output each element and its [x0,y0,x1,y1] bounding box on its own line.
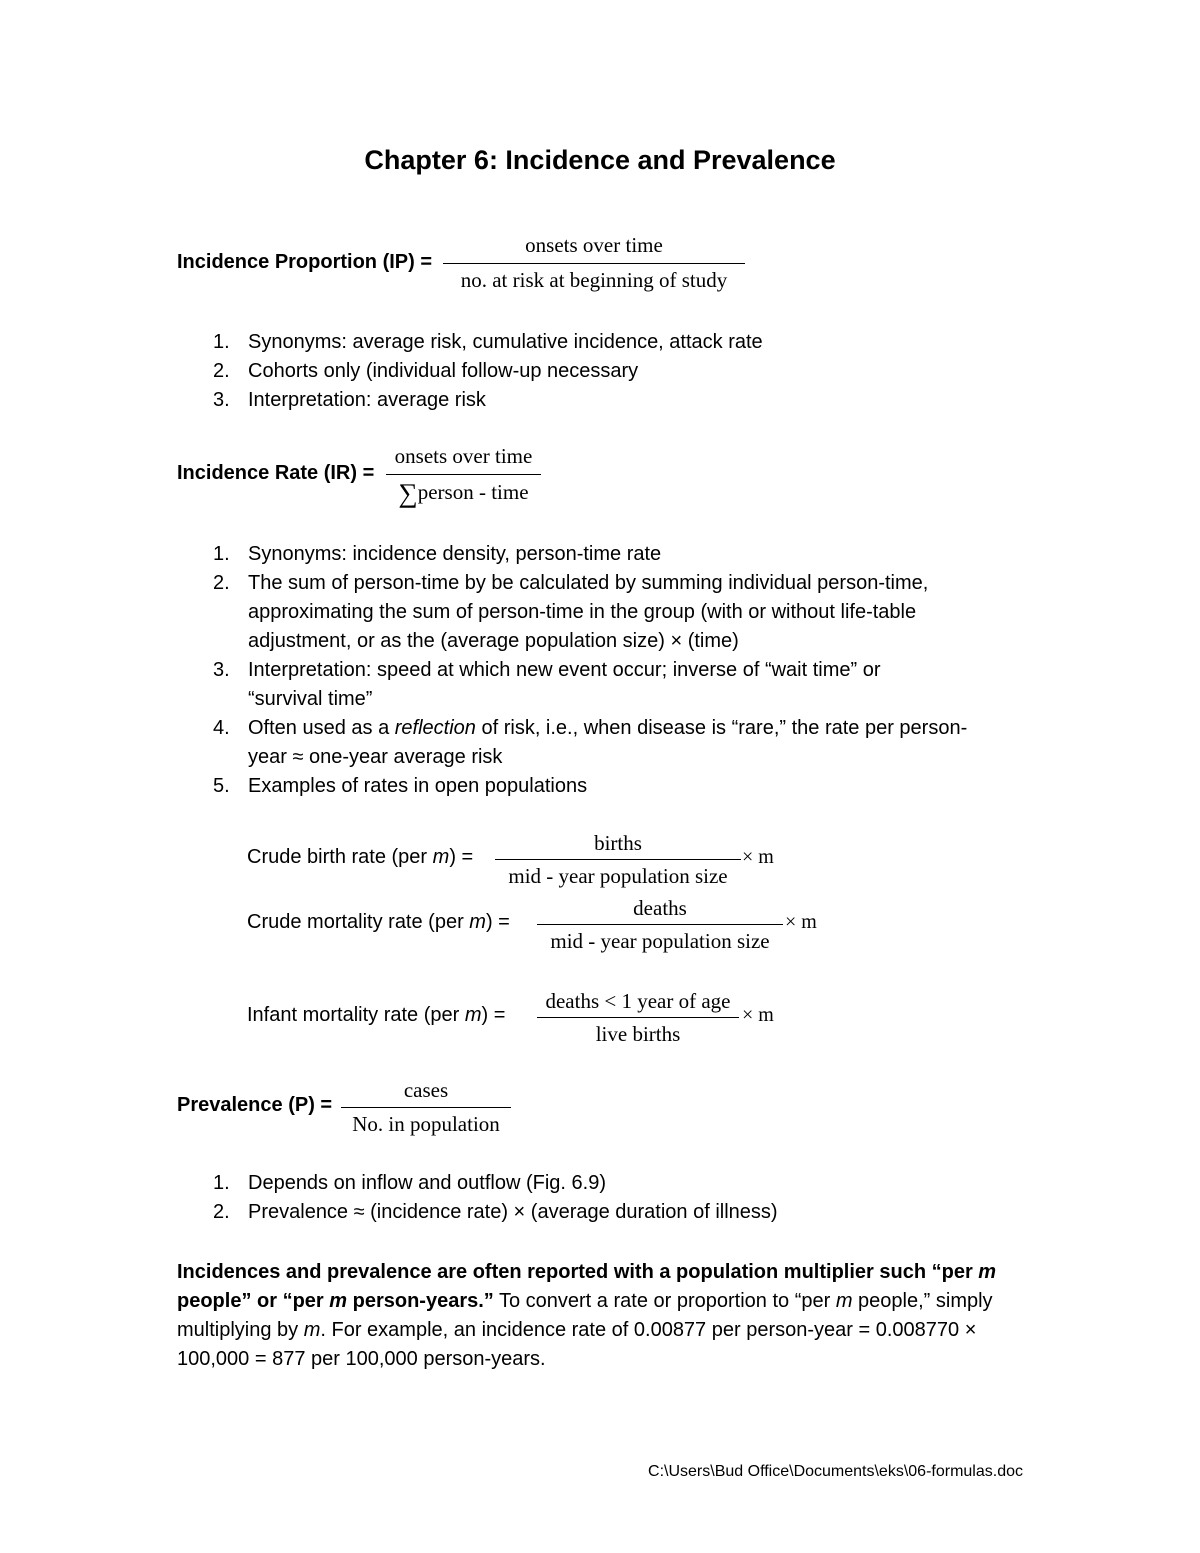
prev-fraction [341,1078,511,1144]
page-title: Chapter 6: Incidence and Prevalence [364,145,836,175]
infant-mortality-denominator: live births [595,1022,681,1046]
prev-denominator: No. in population [352,1112,500,1136]
ir-denominator: ∑person - time [398,478,529,508]
infant-mortality-fraction [537,989,739,1053]
ir-list [177,540,1057,801]
crude-mortality-numerator: deaths [633,896,687,920]
list-item: 3. Interpretation: average risk [213,389,486,411]
fraction-bar [495,859,741,860]
crude-birth-numerator: births [594,831,642,855]
fraction-bar [537,1017,739,1018]
ir-numerator: onsets over time [394,444,533,468]
infant-mortality-numerator: deaths < 1 year of age [545,989,731,1013]
ip-list [177,328,763,415]
ip-denominator: no. at risk at beginning of study [460,268,728,292]
crude-mortality-fraction [537,896,783,960]
fraction-bar [443,263,745,264]
list-item: 1. Synonyms: average risk, cumulative incidence, attack rate [213,331,763,353]
prev-label: Prevalence (P) = [177,1094,333,1116]
list-item: 2. Cohorts only (individual follow-up necessary [213,360,639,382]
list-item: 2. The sum of person-time by be calculated by summing individual person-time, approximating the sum of person-time in the group (with or without life-table adjustment, or as the (average population size) × (time) [213,572,929,652]
ip-label: Incidence Proportion (IP) = [177,251,433,273]
ir-fraction [386,444,541,510]
crude-birth-denominator: mid - year population size [508,864,728,888]
fraction-bar [341,1107,511,1108]
crude-mortality-denominator: mid - year population size [550,929,770,953]
list-item: 2. Prevalence ≈ (incidence rate) × (average duration of illness) [213,1201,778,1223]
fraction-bar [386,474,541,475]
prev-numerator: cases [403,1078,449,1102]
times-m: × m [742,1004,774,1026]
crude-mortality-label: Crude mortality rate (per m) = [247,911,510,933]
crude-birth-fraction [495,831,741,895]
closing-paragraph: Incidences and prevalence are often reported with a population multiplier such “per m people” or “per m person-years.” To convert a rate or proportion to “per m people,” simply multiplying by m. For example, an incidence rate of 0.00877 per person-year = 0.008770 × 100,000 = 877 per 100,000 person-years. [177,1261,997,1370]
list-item: 3. Interpretation: speed at which new event occur; inverse of “wait time” or “survival time” [213,659,881,710]
times-m: × m [742,846,774,868]
footer-file-path: C:\Users\Bud Office\Documents\eks\06-formulas.doc [648,1463,1023,1480]
ip-numerator: onsets over time [525,233,663,257]
infant-mortality-label: Infant mortality rate (per m) = [247,1004,506,1026]
ir-label: Incidence Rate (IR) = [177,462,375,484]
crude-birth-label: Crude birth rate (per m) = [247,846,474,868]
list-item: 1. Depends on inflow and outflow (Fig. 6.9) [213,1172,606,1194]
list-item: 5. Examples of rates in open populations [213,775,588,797]
ip-fraction [443,233,745,297]
sum-icon: ∑ [398,478,418,508]
list-item: 1. Synonyms: incidence density, person-time rate [213,543,662,565]
list-item: 4. Often used as a reflection of risk, i.e., when disease is “rare,” the rate per person- year ≈ one-year average risk [213,717,968,768]
fraction-bar [537,924,783,925]
prev-list [177,1169,778,1227]
times-m: × m [785,911,817,933]
